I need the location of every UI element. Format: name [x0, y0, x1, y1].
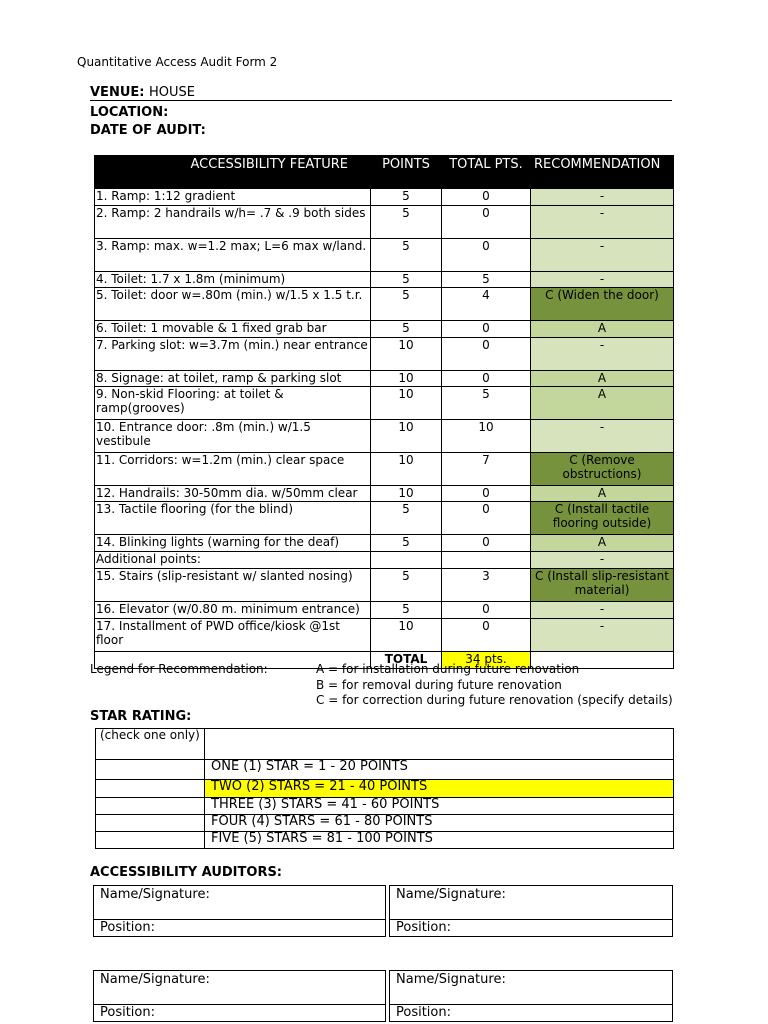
row-points: 5 [371, 239, 442, 272]
table-row [95, 239, 674, 272]
row-total: 0 [442, 535, 531, 552]
table-row [95, 338, 674, 371]
row-feature: 14. Blinking lights (warning for the deaf) [95, 535, 371, 552]
row-feature: 6. Toilet: 1 movable & 1 fixed grab bar [95, 321, 371, 338]
table-row [95, 569, 674, 602]
row-total [442, 552, 531, 569]
name-signature-label: Name/Signature: [100, 972, 210, 987]
table-row [95, 619, 674, 652]
row-recommendation: - [531, 552, 674, 569]
row-points: 10 [371, 486, 442, 502]
row-feature: 15. Stairs (slip-resistant w/ slanted nosing) [95, 569, 371, 602]
row-points: 5 [371, 321, 442, 338]
date-of-audit-label: DATE OF AUDIT: [90, 123, 206, 138]
star-rating-table [95, 728, 674, 849]
header-points: POINTS [371, 156, 442, 189]
row-recommendation: C (Install slip-resistant material) [531, 569, 674, 602]
row-points [371, 552, 442, 569]
row-recommendation: - [531, 206, 674, 239]
auditor-box-4[interactable] [389, 970, 673, 1022]
row-feature: 13. Tactile flooring (for the blind) [95, 502, 371, 535]
row-total: 0 [442, 602, 531, 619]
row-points: 10 [371, 453, 442, 486]
row-feature: 16. Elevator (w/0.80 m. minimum entrance) [95, 602, 371, 619]
row-total: 0 [442, 206, 531, 239]
row-feature: 7. Parking slot: w=3.7m (min.) near entrance [95, 338, 371, 371]
table-row [95, 535, 674, 552]
row-points: 5 [371, 602, 442, 619]
table-row [95, 189, 674, 206]
header-recommendation: RECOMMENDATION [531, 156, 674, 189]
star-level: FOUR (4) STARS = 61 - 80 POINTS [205, 815, 674, 832]
position-label: Position: [396, 1005, 451, 1020]
row-feature: 12. Handrails: 30-50mm dia. w/50mm clear [95, 486, 371, 502]
star-rating-title: STAR RATING: [90, 709, 192, 724]
row-feature: 4. Toilet: 1.7 x 1.8m (minimum) [95, 272, 371, 288]
name-signature-label: Name/Signature: [100, 887, 210, 902]
row-feature: 10. Entrance door: .8m (min.) w/1.5 vestibule [95, 420, 371, 453]
row-feature: 1. Ramp: 1:12 gradient [95, 189, 371, 206]
row-total: 0 [442, 486, 531, 502]
row-total: 0 [442, 619, 531, 652]
position-label: Position: [396, 920, 451, 935]
row-total: 4 [442, 288, 531, 321]
row-points: 5 [371, 502, 442, 535]
row-total: 3 [442, 569, 531, 602]
row-recommendation: - [531, 420, 674, 453]
row-points: 5 [371, 189, 442, 206]
row-points: 5 [371, 569, 442, 602]
venue-line [90, 85, 195, 100]
row-points: 5 [371, 206, 442, 239]
auditor-box-3[interactable] [93, 970, 386, 1022]
star-level: TWO (2) STARS = 21 - 40 POINTS [205, 780, 674, 798]
position-label: Position: [100, 920, 155, 935]
row-feature: 9. Non-skid Flooring: at toilet & ramp(grooves) [95, 387, 371, 420]
star-header-blank [205, 729, 674, 760]
row-feature: 11. Corridors: w=1.2m (min.) clear space [95, 453, 371, 486]
auditors-title: ACCESSIBILITY AUDITORS: [90, 865, 283, 880]
check-cell[interactable] [96, 798, 205, 815]
table-row [95, 453, 674, 486]
row-recommendation: A [531, 387, 674, 420]
form-title: Quantitative Access Audit Form 2 [77, 55, 278, 69]
row-recommendation: - [531, 338, 674, 371]
star-level: FIVE (5) STARS = 81 - 100 POINTS [205, 832, 674, 849]
row-feature: 5. Toilet: door w=.80m (min.) w/1.5 x 1.5 t.r. [95, 288, 371, 321]
row-total: 0 [442, 338, 531, 371]
row-points: 5 [371, 288, 442, 321]
table-row [95, 420, 674, 453]
check-cell[interactable] [96, 760, 205, 780]
table-row [95, 602, 674, 619]
location-label: LOCATION: [90, 105, 169, 120]
legend-label: Legend for Recommendation: [90, 662, 268, 676]
star-level: THREE (3) STARS = 41 - 60 POINTS [205, 798, 674, 815]
legend-item-b: B = for removal during future renovation [316, 678, 562, 692]
row-points: 5 [371, 535, 442, 552]
row-recommendation: A [531, 321, 674, 338]
audit-table [94, 155, 674, 669]
row-feature: Additional points: [95, 552, 371, 569]
row-total: 7 [442, 453, 531, 486]
auditor-box-1[interactable] [93, 885, 386, 937]
check-cell[interactable] [96, 815, 205, 832]
row-recommendation: A [531, 535, 674, 552]
header-feature: ACCESSIBILITY FEATURE [95, 156, 371, 189]
name-signature-label: Name/Signature: [396, 972, 506, 987]
table-row [95, 552, 674, 569]
row-points: 10 [371, 619, 442, 652]
table-row [95, 371, 674, 387]
table-row [95, 206, 674, 239]
row-points: 10 [371, 387, 442, 420]
row-recommendation: - [531, 272, 674, 288]
table-row [95, 486, 674, 502]
row-recommendation: - [531, 239, 674, 272]
row-feature: 3. Ramp: max. w=1.2 max; L=6 max w/land. [95, 239, 371, 272]
row-total: 5 [442, 387, 531, 420]
position-label: Position: [100, 1005, 155, 1020]
row-recommendation: C (Install tactile flooring outside) [531, 502, 674, 535]
row-points: 5 [371, 272, 442, 288]
total-value: 34 pts. [442, 652, 531, 669]
name-signature-label: Name/Signature: [396, 887, 506, 902]
row-recommendation: - [531, 619, 674, 652]
row-recommendation: - [531, 189, 674, 206]
star-level: ONE (1) STAR = 1 - 20 POINTS [205, 760, 674, 780]
row-feature: 2. Ramp: 2 handrails w/h= .7 & .9 both sides [95, 206, 371, 239]
check-cell[interactable] [96, 780, 205, 798]
row-recommendation: - [531, 602, 674, 619]
auditor-box-2[interactable] [389, 885, 673, 937]
table-row [95, 321, 674, 338]
table-row [95, 387, 674, 420]
row-recommendation: A [531, 371, 674, 387]
row-total: 0 [442, 321, 531, 338]
venue-label: VENUE: [90, 85, 145, 100]
legend-item-a: A = for installation during future renovation [316, 662, 580, 676]
header-total-pts: TOTAL PTS. [442, 156, 531, 189]
row-total: 5 [442, 272, 531, 288]
table-row [95, 272, 674, 288]
row-feature: 8. Signage: at toilet, ramp & parking slot [95, 371, 371, 387]
legend-item-c: C = for correction during future renovation (specify details) [316, 693, 673, 707]
row-total: 10 [442, 420, 531, 453]
total-label: TOTAL [371, 652, 442, 669]
row-points: 10 [371, 371, 442, 387]
check-one-label: (check one only) [96, 729, 205, 760]
venue-value: HOUSE [149, 85, 195, 100]
row-total: 0 [442, 189, 531, 206]
row-recommendation: A [531, 486, 674, 502]
table-row [95, 502, 674, 535]
row-total: 0 [442, 371, 531, 387]
row-points: 10 [371, 420, 442, 453]
table-row [95, 288, 674, 321]
row-points: 10 [371, 338, 442, 371]
row-total: 0 [442, 239, 531, 272]
check-cell[interactable] [96, 832, 205, 849]
row-recommendation: C (Widen the door) [531, 288, 674, 321]
row-recommendation: C (Remove obstructions) [531, 453, 674, 486]
venue-underline [90, 100, 672, 101]
row-feature: 17. Installment of PWD office/kiosk @1st floor [95, 619, 371, 652]
row-total: 0 [442, 502, 531, 535]
